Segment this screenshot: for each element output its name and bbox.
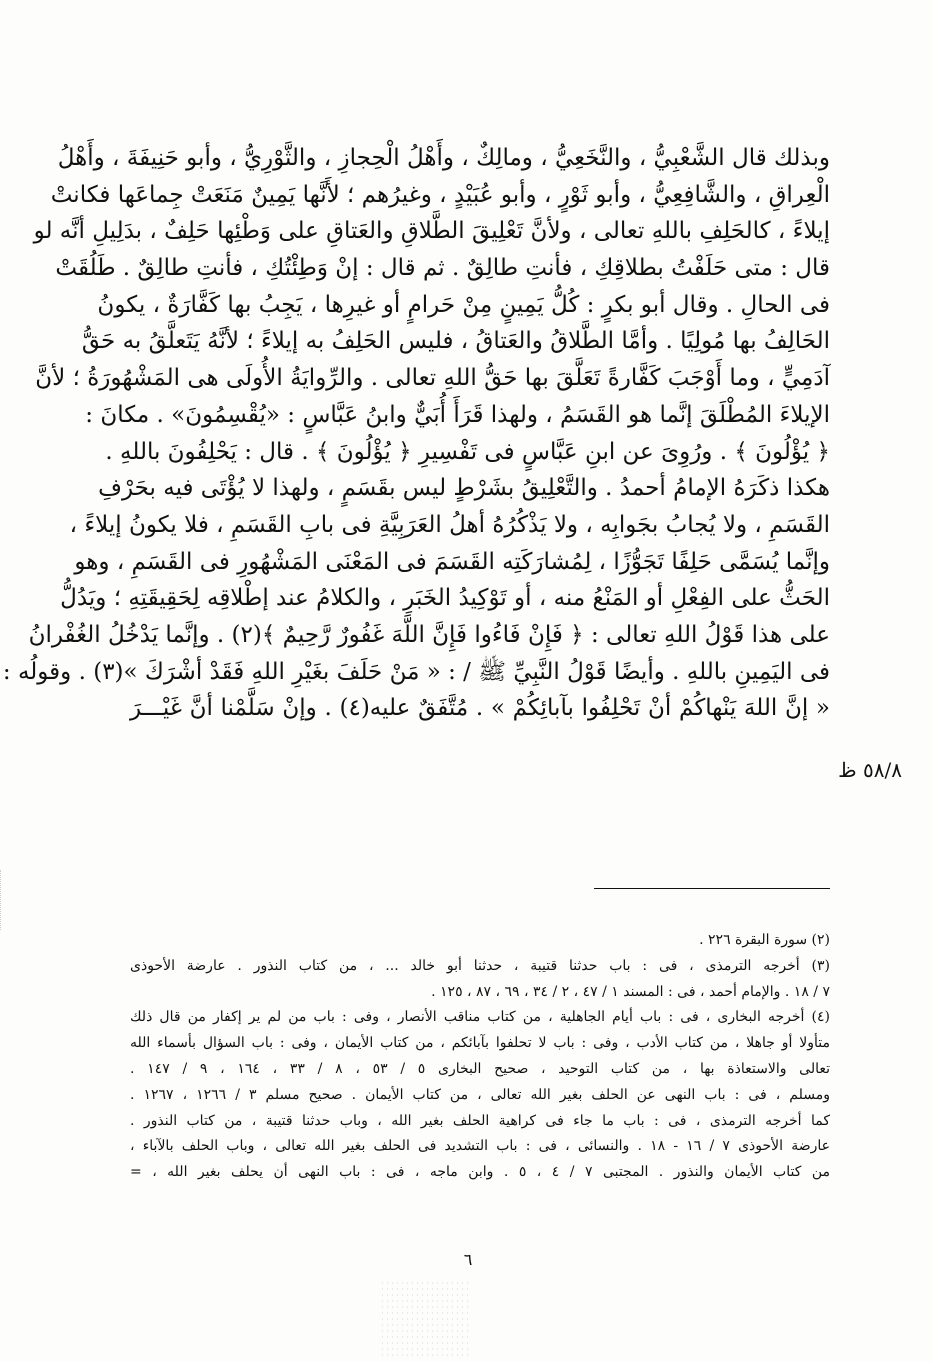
text-line-8: الإيلاءَ المُطْلَقَ إنَّما هو القَسَمُ ، ولهذا قَرَأَ أُبَيٌّ وابنُ عَبَّاسٍ : «يُقْسِمُونَ» . مكانَ :: [85, 401, 830, 428]
text-line-11: القَسَمِ ، ولا يُجابُ بجَوابِه ، ولا يَذْكُرُهُ أهلُ العَرَبِيَّةِ فى بابِ القَسَمِ ، فلا يكونُ إيلاءً ،: [69, 511, 830, 538]
page-number: ٦: [463, 1250, 473, 1269]
text-line-6: الحَالِفُ بها مُولِيًا . وأمَّا الطَّلاقُ والعَتاقُ ، فليس الحَلِفُ به إيلاءً ؛ لأنَّهُ يَتَعلَّقُ به حَقُّ: [81, 328, 830, 355]
text-line-16: « إنَّ اللهَ يَنْهاكُمْ أنْ تَحْلِفُوا بآبائِكُمْ » . مُتَّفَقٌ عليه(٤) . وإنْ سَلَّمْنا أنَّ غَيْـــرَ: [130, 695, 831, 722]
text-line-13: الحَثُّ على الفِعْلِ أو المَنْعُ منه ، أو تَوْكِيدُ الخَبَرِ ، والكلامُ عند إطْلاقِه لِحَقِيقَتِهِ ؛ ويَدُلُّ: [60, 585, 830, 612]
text-line-3: إيلاءً ، كالحَلِفِ باللهِ تعالى ، ولأنَّ تَعْلِيقَ الطَّلاقِ والعَتاقِ على وَطْئِها حَلِفٌ ، بدَلِيلِ أنَّه لو: [33, 218, 830, 245]
footnotes-block: [130, 928, 830, 1186]
footnote-line: (٢) سورة البقرة ٢٢٦ .: [699, 932, 830, 948]
text-line-4: قال : متى حَلَفْتُ بطلاقِكِ ، فأنتِ طالِقٌ . ثم قال : إنْ وَطِئْتُكِ ، فأنتِ طالِقٌ . طَلُقَتْ: [55, 255, 830, 282]
text-line-14: على هذا قَوْلُ اللهِ تعالى : ﴿ فَإِنْ فَاءُوا فَإِنَّ اللَّهَ غَفُورٌ رَّحِيمٌ ﴾(٢) . وإنَّما يَدْخُلُ الغُفْرانُ: [28, 621, 830, 648]
main-text-block: [2, 140, 831, 727]
footnote-line: تعالى والاستعاذة بها ، من كتاب التوحيد ، صحيح البخارى ٥ / ٥٣ ، ٨ / ٣٣ ، ١٦٤ ، ٩ / ١٤٧ .: [130, 1060, 831, 1077]
footnote-line: عارضة الأحوذى ٧ / ١٦ - ١٨ . والنسائى ، فى : باب التشديد فى الحلف بغير الله تعالى ، وباب الحلف بالآباء ،: [130, 1138, 830, 1155]
footnote-line: ومسلم ، فى : باب النهى عن الحلف بغير الله تعالى ، من كتاب الأيمان . صحيح مسلم ٣ / ١٢٦٦ ، ١٢٦٧ .: [130, 1086, 831, 1103]
text-line-12: وإنَّما يُسَمَّى حَلِفًا تَجَوُّزًا ، لِمُشارَكَتِه القَسَمَ فى المَعْنَى المَشْهُورِ فى القَسَمِ ، وهو: [74, 548, 830, 575]
footnote-line: من كتاب الأيمان والنذور . المجتبى ٧ / ٤ ، ٥ . وابن ماجه ، فى : باب النهى أن يحلف بغير الله ، =: [130, 1164, 830, 1181]
text-line-9: ﴿ يُؤْلُونَ ﴾ . ورُوِىَ عن ابنِ عَبَّاسٍ فى تَفْسِيرِ ﴿ يُؤْلُونَ ﴾ . قال : يَحْلِفُونَ باللهِ .: [105, 438, 830, 465]
footnote-line: (٤) أخرجه البخارى ، فى : باب أيام الجاهلية ، من كتاب مناقب الأنصار ، وفى : باب من لم ير إكفار من قال ذلك: [130, 1009, 830, 1026]
text-line-1: وبذلك قال الشَّعْبِيُّ ، والنَّخَعِيُّ ، ومالِكٌ ، وأَهْلُ الْحِجازِ ، والثَّوْرِيُّ ، وأبو حَنِيفَةَ ، وأَهْلُ: [57, 145, 830, 171]
text-line-7: آدَمِيٍّ ، وما أَوْجَبَ كَفَّارةً تَعَلَّقَ بها حَقُّ اللهِ تعالى . والرِّوايَةُ الأُولَى هى المَشْهُورَةُ ؛ لأنَّ: [35, 365, 830, 392]
text-line-10: هكذا ذكَرَهُ الإمامُ أحمدُ . والتَّعْلِيقُ بشَرْطٍ ليس بقَسَمٍ ، ولهذا لا يُؤْتَى فيه بحَرْفِ: [98, 475, 830, 502]
footnote-line: (٣) أخرجه الترمذى ، فى : باب حدثنا قتيبة ، حدثنا أبو خالد ... ، من كتاب النذور . عارضة الأحوذى: [130, 957, 830, 974]
text-line-2: الْعِراقِ ، والشَّافِعِيُّ ، وأبو ثَوْرٍ ، وأبو عُبَيْدٍ ، وغيرُهم ؛ لأَنَّها يَمِينٌ مَنَعَتْ جِماعَها فكانتْ: [50, 181, 830, 208]
scan-noise: [380, 1280, 470, 1360]
text-line-5: فى الحالِ . وقال أبو بكرٍ : كُلُّ يَمِينٍ مِنْ حَرامٍ أو غيرِها ، يَجِبُ بها كَفَّارَةٌ ، يكونُ: [97, 291, 830, 318]
scan-edge-mark: [0, 870, 4, 930]
footnote-line: متأولا أو جاهلا ، من كتاب الأدب ، وفى : باب لا تحلفوا بآبائكم ، من كتاب الأيمان ، وفى : باب السؤال بأسماء الله: [130, 1035, 830, 1052]
manuscript-folio-marker: ٥٨/٨ ظ: [838, 758, 902, 782]
footnote-line: ٧ / ١٨ . والإمام أحمد ، فى : المسند ١ / ٤٧ ، ٢ / ٣٤ ، ٦٩ ، ٨٧ ، ١٢٥ .: [431, 983, 830, 1000]
footnote-separator: [594, 888, 830, 889]
footnote-line: كما أخرجه الترمذى ، فى : باب ما جاء فى كراهية الحلف بغير الله ، وباب حدثنا قتيبة ، من كتاب النذور .: [130, 1112, 830, 1129]
text-line-15: فى اليَمِينِ باللهِ . وأيضًا قَوْلُ النَّبِيِّ ﷺ / : « مَنْ حَلَفَ بغَيْرِ اللهِ فَقَدْ أشْرَكَ »(٣) . وقولُه :: [2, 658, 830, 685]
